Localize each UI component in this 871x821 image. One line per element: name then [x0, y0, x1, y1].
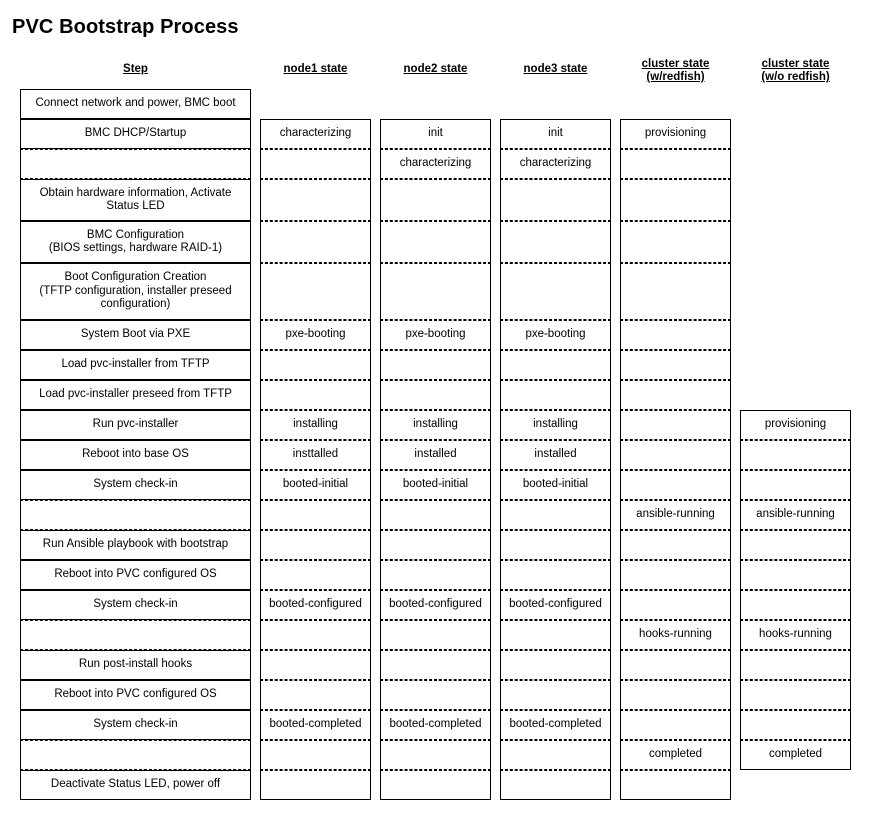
state-label: hooks-running [639, 628, 712, 641]
state-cell [740, 530, 851, 560]
state-cell [260, 740, 371, 770]
state-cell [740, 263, 851, 320]
step-cell [20, 440, 251, 470]
state-cell [620, 221, 731, 263]
state-cell [740, 590, 851, 620]
state-cell [500, 410, 611, 440]
state-label: characterizing [519, 157, 592, 170]
state-label: booted-completed [389, 718, 482, 731]
step-label: Run Ansible playbook with bootstrap [42, 538, 229, 551]
state-label: booted-completed [269, 718, 362, 731]
state-cell [500, 350, 611, 380]
state-cell [260, 410, 371, 440]
state-cell [500, 221, 611, 263]
state-cell [500, 680, 611, 710]
step-label: Connect network and power, BMC boot [35, 97, 236, 110]
state-cell [500, 470, 611, 500]
column-header-col1: node1 state [283, 63, 348, 75]
state-cell [500, 320, 611, 350]
state-cell [620, 680, 731, 710]
column-header-col3: node3 state [523, 63, 588, 75]
state-cell [260, 470, 371, 500]
state-label: booted-configured [509, 598, 602, 611]
state-cell [260, 560, 371, 590]
state-cell [380, 149, 491, 179]
state-label: hooks-running [759, 628, 832, 641]
state-cell [260, 179, 371, 221]
step-cell [20, 590, 251, 620]
state-cell [740, 350, 851, 380]
state-cell [500, 380, 611, 410]
state-cell [260, 350, 371, 380]
step-label: System check-in [93, 598, 178, 611]
step-label: Run pvc-installer [92, 418, 179, 431]
step-cell [20, 500, 251, 530]
column-header-line2: (w/redfish) [646, 71, 705, 83]
page-title: PVC Bootstrap Process [12, 16, 239, 38]
state-cell [620, 470, 731, 500]
state-label: completed [648, 748, 703, 761]
state-cell [500, 590, 611, 620]
state-cell [500, 650, 611, 680]
state-cell [620, 440, 731, 470]
step-label: System Boot via PXE [80, 328, 191, 341]
state-cell [500, 263, 611, 320]
column-header-col2: node2 state [403, 63, 468, 75]
state-cell [620, 770, 731, 800]
state-label: completed [768, 748, 823, 761]
state-cell [740, 410, 851, 440]
column-header-line1: cluster state [641, 58, 710, 70]
state-cell [260, 680, 371, 710]
state-cell [500, 179, 611, 221]
state-cell [740, 380, 851, 410]
state-cell [500, 89, 611, 119]
step-label: Reboot into PVC configured OS [54, 568, 217, 581]
step-cell [20, 740, 251, 770]
state-cell [740, 650, 851, 680]
state-label: pxe-booting [285, 328, 346, 341]
state-cell [260, 119, 371, 149]
state-cell [380, 710, 491, 740]
step-cell [20, 680, 251, 710]
column-header-line2: (w/o redfish) [761, 71, 830, 83]
state-cell [500, 620, 611, 650]
state-label: insttalled [292, 448, 339, 461]
state-cell [620, 590, 731, 620]
state-cell [740, 470, 851, 500]
step-cell [20, 410, 251, 440]
step-label: System check-in [93, 718, 178, 731]
state-cell [380, 221, 491, 263]
state-cell [740, 179, 851, 221]
step-label: System check-in [93, 478, 178, 491]
column-header-col5 [740, 58, 851, 84]
state-cell [620, 530, 731, 560]
step-label: Obtain hardware information, Activate Status LED [39, 186, 232, 212]
state-cell [380, 440, 491, 470]
state-cell [740, 740, 851, 770]
state-cell [500, 740, 611, 770]
step-label: Reboot into PVC configured OS [54, 688, 217, 701]
state-cell [620, 119, 731, 149]
step-cell [20, 119, 251, 149]
state-label: pxe-booting [405, 328, 466, 341]
state-cell [740, 149, 851, 179]
step-cell [20, 620, 251, 650]
state-cell [380, 350, 491, 380]
state-label: provisioning [764, 418, 827, 431]
state-cell [260, 590, 371, 620]
step-label: Reboot into base OS [82, 448, 189, 461]
state-cell [380, 590, 491, 620]
state-cell [260, 710, 371, 740]
state-label: booted-initial [282, 478, 349, 491]
column-bottom-border [380, 799, 491, 800]
step-cell [20, 470, 251, 500]
state-cell [620, 500, 731, 530]
column-header-line1: cluster state [761, 58, 830, 70]
state-label: installed [534, 448, 577, 461]
state-cell [380, 470, 491, 500]
state-cell [380, 740, 491, 770]
state-cell [260, 149, 371, 179]
state-cell [500, 500, 611, 530]
state-label: booted-initial [522, 478, 589, 491]
state-label: booted-configured [389, 598, 482, 611]
state-cell [740, 770, 851, 800]
state-cell [260, 620, 371, 650]
state-label: characterizing [399, 157, 472, 170]
state-cell [260, 263, 371, 320]
column-header-step: Step [123, 63, 148, 75]
state-cell [260, 221, 371, 263]
state-label: booted-initial [402, 478, 469, 491]
state-cell [500, 119, 611, 149]
state-cell [620, 89, 731, 119]
step-cell [20, 89, 251, 119]
step-cell [20, 179, 251, 221]
state-label: pxe-booting [525, 328, 586, 341]
state-cell [260, 380, 371, 410]
state-label: init [428, 127, 443, 140]
state-cell [740, 440, 851, 470]
state-label: installed [414, 448, 457, 461]
state-cell [380, 320, 491, 350]
state-label: booted-configured [269, 598, 362, 611]
state-cell [620, 350, 731, 380]
state-cell [740, 620, 851, 650]
state-label: init [548, 127, 563, 140]
state-label: provisioning [644, 127, 707, 140]
state-label: installing [533, 418, 578, 431]
step-label: Load pvc-installer from TFTP [61, 358, 210, 371]
state-cell [740, 119, 851, 149]
state-cell [740, 500, 851, 530]
state-cell [620, 149, 731, 179]
step-cell [20, 320, 251, 350]
state-cell [380, 410, 491, 440]
state-cell [620, 620, 731, 650]
step-cell [20, 263, 251, 320]
state-cell [260, 89, 371, 119]
column-bottom-border [620, 799, 731, 800]
state-cell [620, 710, 731, 740]
state-cell [380, 650, 491, 680]
state-cell [260, 770, 371, 800]
state-cell [500, 440, 611, 470]
state-cell [260, 650, 371, 680]
step-cell [20, 350, 251, 380]
state-cell [380, 263, 491, 320]
column-bottom-border [500, 799, 611, 800]
state-cell [380, 620, 491, 650]
state-label: installing [293, 418, 338, 431]
state-cell [380, 500, 491, 530]
state-cell [740, 710, 851, 740]
step-label: Run post-install hooks [78, 658, 193, 671]
state-cell [500, 149, 611, 179]
step-cell [20, 380, 251, 410]
step-cell [20, 770, 251, 800]
state-cell [740, 680, 851, 710]
state-label: ansible-running [636, 508, 715, 521]
column-header-col4 [620, 58, 731, 84]
state-cell [620, 320, 731, 350]
state-cell [740, 221, 851, 263]
state-cell [380, 119, 491, 149]
state-cell [380, 179, 491, 221]
step-cell [20, 149, 251, 179]
state-label: characterizing [279, 127, 352, 140]
state-cell [500, 770, 611, 800]
step-label: Deactivate Status LED, power off [50, 778, 221, 791]
step-label: BMC Configuration (BIOS settings, hardware RAID-1) [48, 228, 223, 254]
state-cell [380, 530, 491, 560]
state-cell [620, 560, 731, 590]
state-cell [500, 530, 611, 560]
state-cell [620, 740, 731, 770]
column-bottom-border [260, 799, 371, 800]
state-label: ansible-running [756, 508, 835, 521]
state-cell [260, 530, 371, 560]
state-cell [740, 89, 851, 119]
state-cell [380, 770, 491, 800]
step-label: BMC DHCP/Startup [84, 127, 187, 140]
state-cell [500, 560, 611, 590]
step-cell [20, 221, 251, 263]
state-label: booted-completed [509, 718, 602, 731]
state-cell [380, 89, 491, 119]
state-cell [380, 380, 491, 410]
state-cell [380, 680, 491, 710]
step-label: Load pvc-installer preseed from TFTP [39, 388, 232, 401]
state-cell [260, 500, 371, 530]
state-cell [620, 410, 731, 440]
state-cell [620, 380, 731, 410]
state-cell [260, 440, 371, 470]
state-cell [500, 710, 611, 740]
step-cell [20, 650, 251, 680]
state-label: installing [413, 418, 458, 431]
state-cell [620, 179, 731, 221]
step-cell [20, 710, 251, 740]
step-label: Boot Configuration Creation (TFTP configuration, installer preseed configuration) [39, 271, 232, 311]
state-cell [620, 650, 731, 680]
state-cell [740, 320, 851, 350]
state-cell [620, 263, 731, 320]
step-cell [20, 560, 251, 590]
state-cell [380, 560, 491, 590]
state-cell [260, 320, 371, 350]
state-cell [740, 560, 851, 590]
step-cell [20, 530, 251, 560]
